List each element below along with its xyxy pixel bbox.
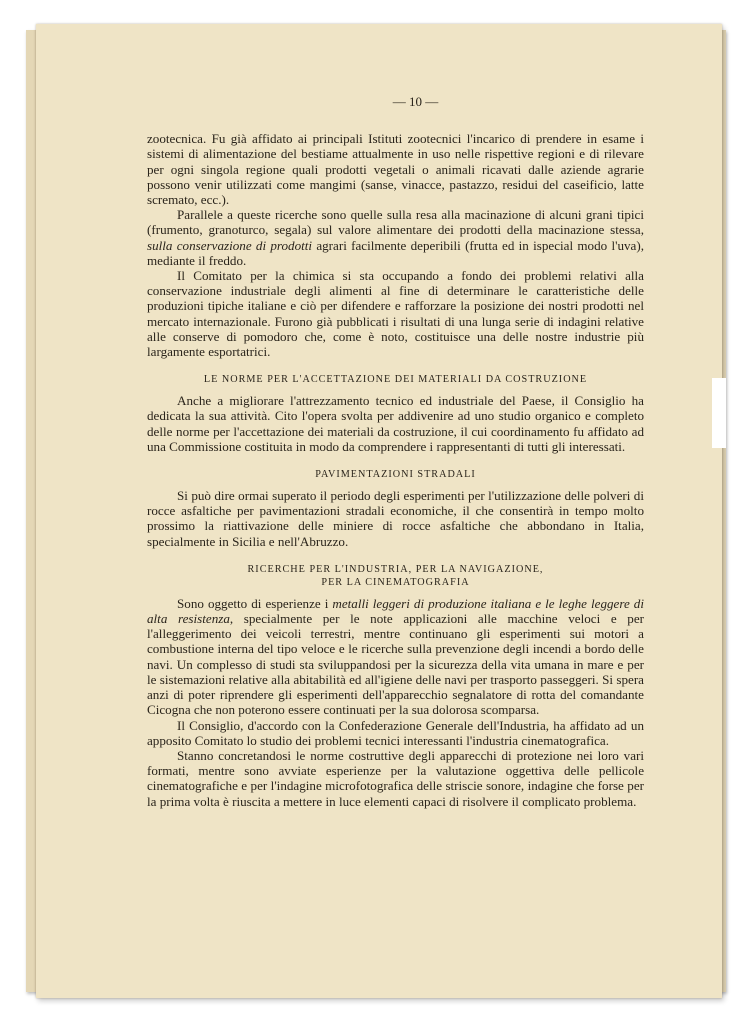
italic-phrase: metalli leggeri di produzione italiana e le leghe leggere di alta resistenza bbox=[147, 595, 644, 627]
paragraph-norme-costruttive: Stanno concretandosi le norme costruttive degli apparecchi di protezione nei loro vari formati, mentre sono avviate esperienze per la valutazione oggettiva delle pellicole cinematografiche e per l'indagine microfotografica delle striscie sonore, indagine che forse per la prima volta è riuscita a mettere in luce elementi capaci di risolvere il complicato problema. bbox=[147, 747, 644, 809]
paragraph-parallele bbox=[147, 207, 644, 268]
paragraph-comitato-chimica: Il Comitato per la chimica si sta occupando a fondo dei problemi relativi alla conservazione industriale degli alimenti al fine di determinare le caratteristiche delle produzioni tipiche italiane e ciò per difendere e rafforzare la posizione dei nostri prodotti nel mercato internazionale. Furono già pubblicati i risultati di una lunga serie di indagini relative alle conserve di pomodoro che, come è noto, costituisce una delle nostre industrie più largamente esportatrici. bbox=[147, 268, 644, 360]
page-text bbox=[147, 94, 644, 809]
paragraph-pavimentazioni: Si può dire ormai superato il periodo degli esperimenti per l'utilizzazione delle polveri di rocce asfaltiche per pavimentazioni stradali economiche, il che consentirà in tempo molto prossimo la riattivazione delle miniere di rocce asfaltiche che abbondano in Italia, specialmente in Sicilia e nell'Abruzzo. bbox=[147, 488, 644, 549]
heading-pavimentazioni: PAVIMENTAZIONI STRADALI bbox=[315, 469, 476, 481]
paragraph-text: agrari facilmente deperibili (frutta ed in ispecial modo l'uva), mediante il freddo. bbox=[147, 237, 644, 268]
heading-ricerche bbox=[147, 563, 644, 589]
heading-norme-materiali: LE NORME PER L'ACCETTAZIONE DEI MATERIALI DA COSTRUZIONE bbox=[203, 374, 588, 386]
paragraph-text: Parallele a queste ricerche sono quelle sulla resa alla macinazione di alcuni grani tipici (frumento, granoturco, segala) sul valore alimentare dei prodotti della macinazione stessa, bbox=[147, 207, 644, 238]
paragraph-text: Sono oggetto di esperienze i bbox=[177, 595, 333, 611]
page-number: — 10 — bbox=[392, 94, 439, 109]
heading-line: RICERCHE PER L'INDUSTRIA, PER LA NAVIGAZIONE, bbox=[247, 563, 544, 575]
paragraph-zootecnica: zootecnica. Fu già affidato ai principali Istituti zootecnici l'incarico di prendere in esame i sistemi di alimentazione del bestiame attualmente in uso nelle rispettive regioni e di rilevare per ogni singola regione quali prodotti vegetali o animali ricavati dalle aziende agrarie possono venir utilizzati come mangimi (sanse, vinacce, pastazzo, residui del caseificio, latte scremato, ecc.). bbox=[147, 131, 644, 208]
page-edge-notch bbox=[712, 378, 726, 448]
paragraph-metalli bbox=[147, 596, 644, 718]
italic-phrase: sulla conservazione di prodotti bbox=[147, 237, 313, 253]
paragraph-consiglio-cinema: Il Consiglio, d'accordo con la Confederazione Generale dell'Industria, ha affidato ad un apposito Comitato lo studio dei problemi tecnici interessanti l'industria cinematografica. bbox=[147, 717, 644, 748]
paragraph-text: , specialmente per le note applicazioni alle macchine veloci e per l'alleggerimento dei veicoli terrestri, mentre continuano gli esperimenti sui motori a combustione interna del tipo veloce e le ricerche sulla prevenzione degli incendi a bordo delle navi. Un complesso di studi sta sviluppandosi per la sicurezza della vita umana in mare e per le sistemazioni relative alla abitabilità ed all'igiene delle navi per trasporto passeggeri. Si spera anzi di poter riprendere gli esperimenti dell'apparecchio segnalatore di rotta del comandante Cicogna che non poterono essere continuati per la sua dolorosa scomparsa. bbox=[147, 611, 644, 718]
paragraph-norme: Anche a migliorare l'attrezzamento tecnico ed industriale del Paese, il Consiglio ha dedicata la sua attività. Cito l'opera svolta per addivenire ad uno studio organico e completo delle norme per l'accettazione dei materiali da costruzione, il cui coordinamento fu affidato ad una Commissione costituita in modo da comprendere i rappresentanti di tutti gli interessati. bbox=[147, 393, 644, 454]
heading-line: PER LA CINEMATOGRAFIA bbox=[321, 576, 470, 588]
